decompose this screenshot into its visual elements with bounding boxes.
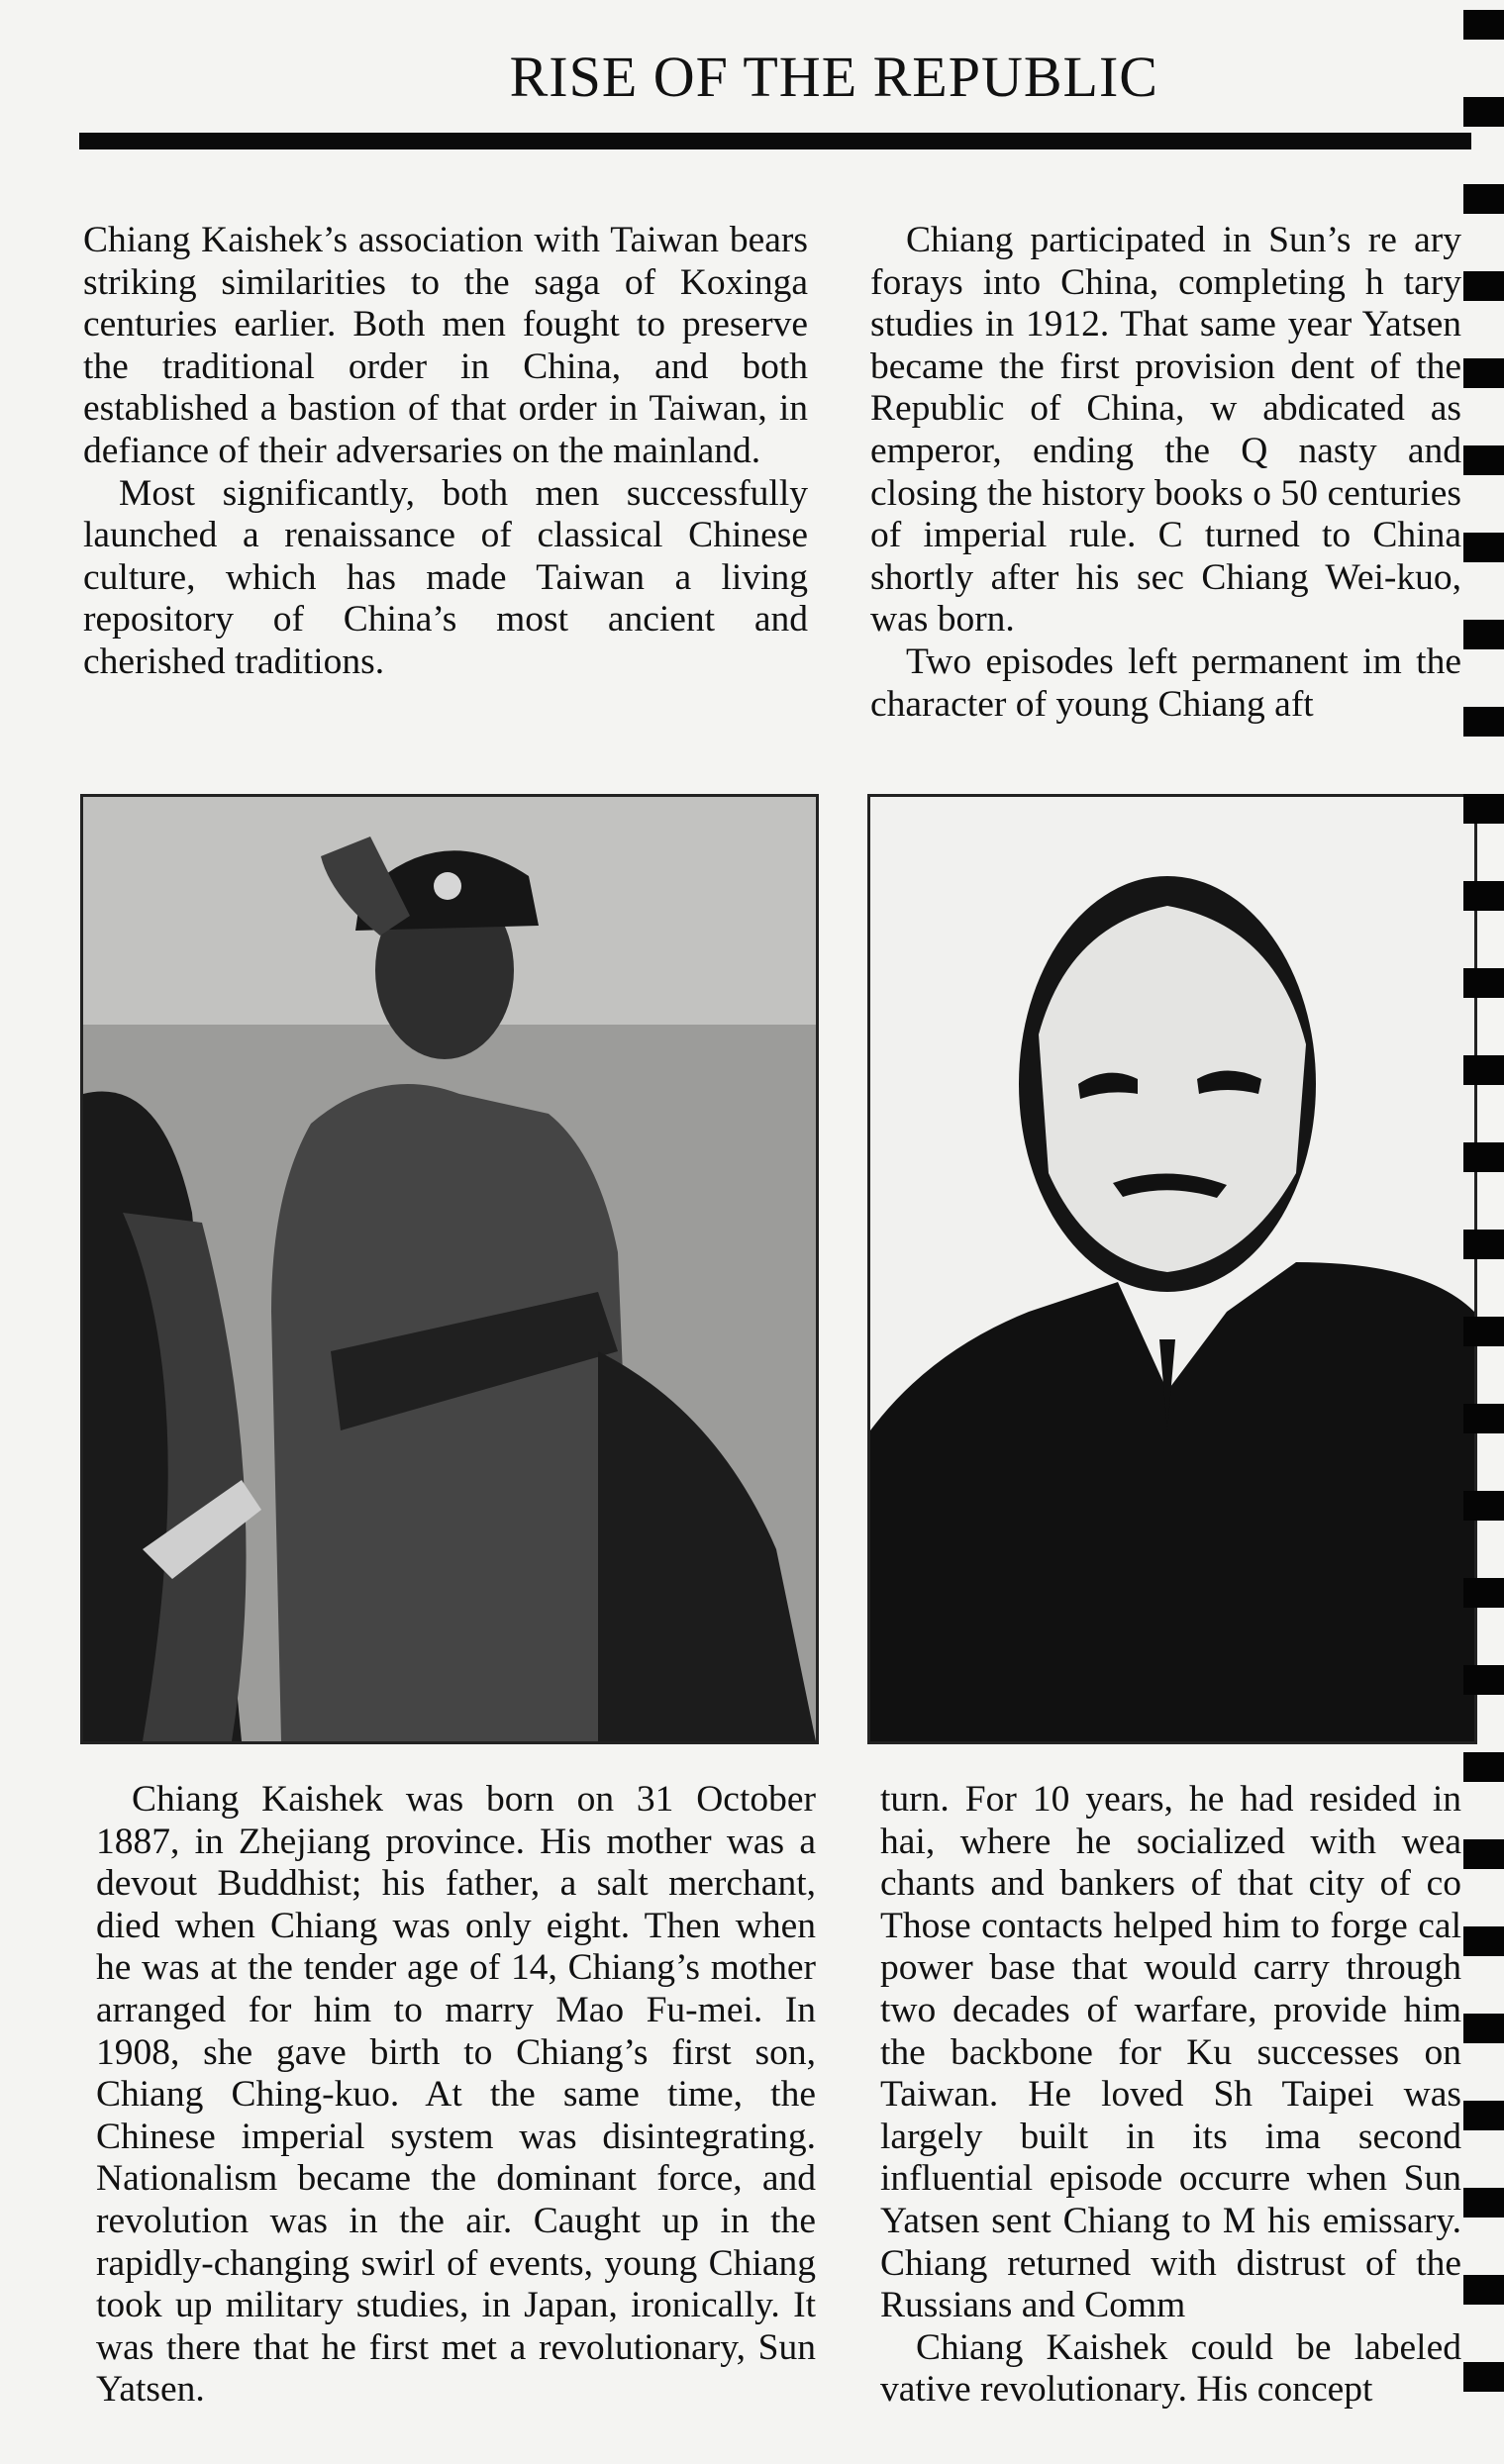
binding-ring <box>1463 1665 1504 1695</box>
paragraph: Chiang Kaishek’s association with Taiwan bears striking similarities to the saga of Koxinga centuries earlier. Both men fought to preserve the traditional order in China, and both established a bastion of that order in Taiwan, in defiance of their adversaries on the mainland. <box>83 220 808 471</box>
binding-ring <box>1463 1230 1504 1259</box>
binding-ring <box>1463 2275 1504 2305</box>
title-rule <box>79 133 1471 149</box>
binding-ring <box>1463 1839 1504 1869</box>
binding-ring <box>1463 707 1504 737</box>
binding-ring <box>1463 2362 1504 2392</box>
binding-ring <box>1463 271 1504 301</box>
binding-ring <box>1463 2014 1504 2043</box>
binding-ring <box>1463 1142 1504 1172</box>
paragraph: Chiang Kaishek was born on 31 October 1887, in Zhejiang province. His mother was a devout Buddhist; his father, a salt merchant, died when Chiang was only eight. Then when he was at the tender age of 14, Chiang’s mother arranged for him to marry Mao Fu-mei. In 1908, she gave birth to Chiang’s first son, Chiang Ching-kuo. At the same time, the Chinese imperial system was disintegrating. Nationalism became the dominant force, and revolution was in the air. Caught up in the rapidly-changing swirl of events, young Chiang took up military studies, in Japan, ironically. It was there that he first met a revolutionary, Sun Yatsen. <box>96 1779 816 2411</box>
column-bottom-left <box>96 1779 816 2452</box>
binding-ring <box>1463 1752 1504 1782</box>
paragraph: Two episodes left permanent im the character of young Chiang aft <box>870 641 1461 725</box>
binding-ring <box>1463 1317 1504 1346</box>
binding-ring <box>1463 1926 1504 1956</box>
binding-ring <box>1463 97 1504 127</box>
paragraph: turn. For 10 years, he had resided in hai, where he socialized with wea chants and bankers of that city of co Those contacts helped him to forge cal power base that would carry through two decades of warfare, provide him the backbone for Ku successes on Taiwan. He loved Sh Taipei was largely built in its ima second influential episode occurre when Sun Yatsen sent Chiang to M his emissary. Chiang returned with distrust of the Russians and Comm <box>880 1779 1461 2326</box>
page-title: RISE OF THE REPUBLIC <box>509 45 1158 109</box>
binding-ring <box>1463 794 1504 824</box>
column-top-right <box>870 220 1461 744</box>
binding-ring <box>1463 533 1504 562</box>
paragraph: Most significantly, both men successfully launched a renaissance of classical Chinese culture, which has made Taiwan a living repository of China’s most ancient and cherished traditions. <box>83 472 808 682</box>
column-bottom-right <box>880 1779 1461 2452</box>
binding-ring <box>1463 358 1504 388</box>
portrait-photo <box>867 794 1477 1744</box>
binding-ring <box>1463 1578 1504 1608</box>
binding-ring <box>1463 1055 1504 1085</box>
binding-ring <box>1463 184 1504 214</box>
paragraph: Chiang participated in Sun’s re ary forays into China, completing h tary studies in 1912. That same year Yatsen became the first provision dent of the Republic of China, w abdicated as emperor, ending the Q nasty and closing the history books o 50 centuries of imperial rule. C turned to China shortly after his sec Chiang Wei-kuo, was born. <box>870 220 1461 641</box>
binding-ring <box>1463 445 1504 475</box>
column-top-left <box>83 220 808 744</box>
paragraph: Chiang Kaishek could be labeled vative revolutionary. His concept <box>880 2326 1461 2411</box>
spiral-binding <box>1463 0 1504 2464</box>
binding-ring <box>1463 620 1504 649</box>
binding-ring <box>1463 881 1504 911</box>
binding-ring <box>1463 2101 1504 2130</box>
binding-ring <box>1463 1491 1504 1521</box>
binding-ring <box>1463 1404 1504 1433</box>
binding-ring <box>1463 2188 1504 2218</box>
saluting-officer-photo <box>80 794 819 1744</box>
binding-ring <box>1463 10 1504 40</box>
binding-ring <box>1463 968 1504 998</box>
